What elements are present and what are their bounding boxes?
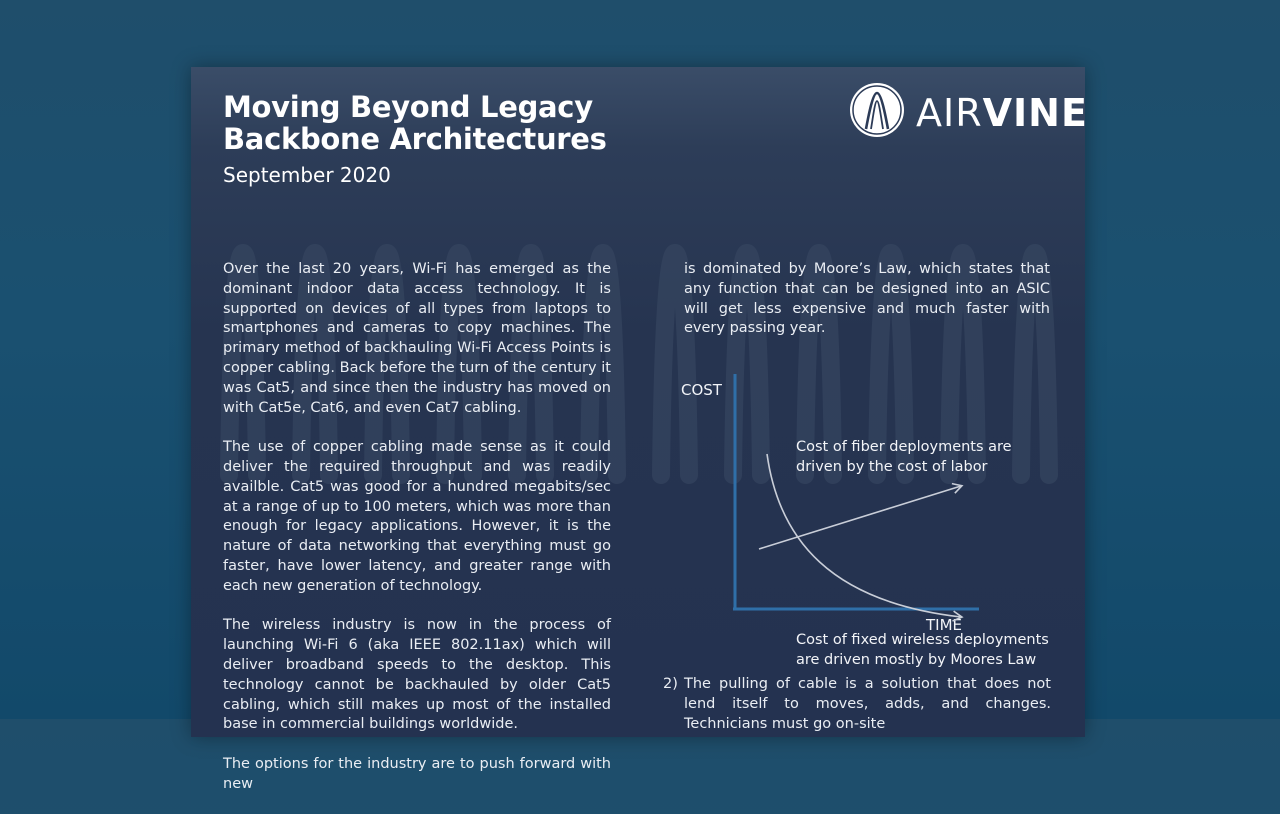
document-page — [191, 67, 1088, 792]
paragraph: The wireless industry is now in the process of launching Wi-Fi 6 (aka IEEE 802.11ax) which will deliver broadband speeds to the desktop. This technology cannot be backhauled by older Cat5 cabling, which still makes up most of the installed base in commercial buildings worldwide. — [223, 617, 611, 733]
left-column — [223, 260, 611, 814]
cost-time-chart — [661, 362, 1061, 668]
paragraph: The options for the industry are to push forward with new — [223, 755, 611, 792]
fiber-annotation-line2: driven by the cost of labor — [796, 459, 988, 475]
x-axis-label: TIME — [926, 616, 963, 634]
fiber-annotation-line1: Cost of fiber deployments are — [796, 439, 1012, 455]
paragraph: is dominated by Moore’s Law, which states that any function that can be designed into an ASIC will get less expensive and much faster with every passing year. — [684, 261, 1050, 337]
paragraph: The use of copper cabling made sense as it could deliver the required throughput and was readily availble. Cat5 was good for a hundred megabits/sec at a range of up to 100 meters, which was more than enough for legacy applications. However, it is the nature of data networking that everything must go faster, have lower latency, and greater range with each new generation of technology. — [223, 439, 611, 594]
list-item-number: 2) — [663, 676, 678, 692]
wireless-cost-curve — [767, 454, 961, 617]
right-column-intro — [684, 260, 1050, 359]
wireless-annotation-line2: are driven mostly by Moores Law — [796, 652, 1037, 668]
fiber-cost-line — [759, 486, 961, 549]
document-date: September 2020 — [223, 163, 391, 187]
document-title: Moving Beyond Legacy Backbone Architectures — [223, 90, 607, 156]
logo-wordmark-part2: VINE — [982, 91, 1088, 135]
y-axis-label: COST — [681, 381, 722, 399]
logo-wordmark — [916, 91, 1088, 135]
logo-wordmark-part1: AIR — [916, 91, 983, 135]
airvine-logo — [848, 81, 1088, 141]
list-item-text: The pulling of cable is a solution that does not lend itself to moves, adds, and changes. Technicians must go on-site — [684, 676, 1051, 732]
airvine-arch-icon — [848, 81, 908, 141]
wireless-annotation-line1: Cost of fixed wireless deployments — [796, 632, 1049, 648]
paragraph: Over the last 20 years, Wi-Fi has emerged as the dominant indoor data access technology. It is supported on devices of all types from laptops to smartphones and cameras to copy machines. The primary method of backhauling Wi-Fi Access Points is copper cabling. Back before the turn of the century it was Cat5, and since then the industry has moved on with Cat5e, Cat6, and even Cat7 cabling. — [223, 261, 611, 416]
